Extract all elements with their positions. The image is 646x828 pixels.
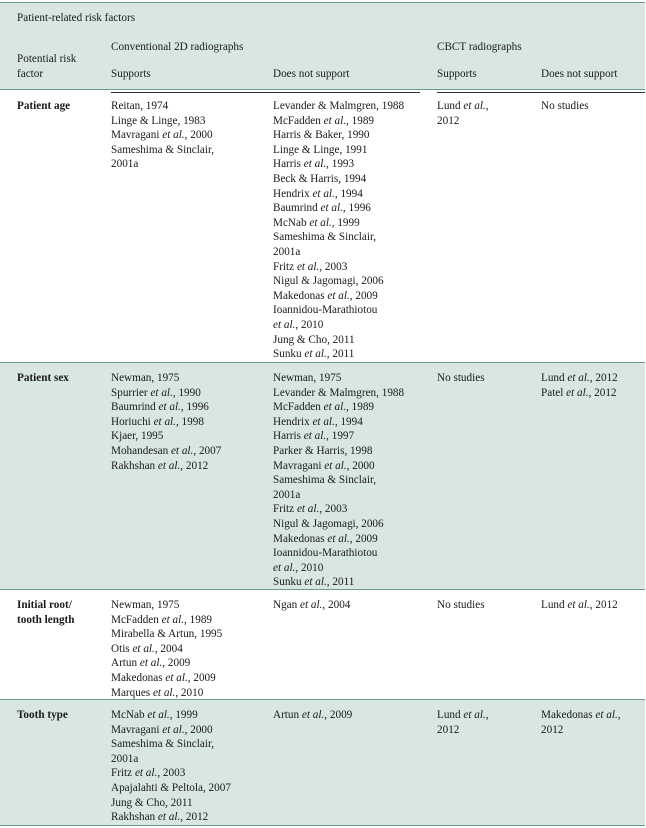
cell-line: Baumrind et al., 1996 [111, 401, 209, 414]
cell-line: Linge & Linge, 1983 [111, 114, 206, 127]
cell-line: Lund et al., 2012 [541, 372, 618, 384]
cell-line: Rakhshan et al., 2012 [111, 811, 209, 824]
cell-line: Fritz et al., 2003 [273, 503, 348, 516]
cell-line: Lund et al., [437, 709, 489, 721]
table-header [0, 33, 645, 90]
cell-not-cbct [541, 598, 618, 613]
cell-line: Fritz et al., 2003 [273, 260, 348, 273]
header-2d-not-support: Does not support [273, 68, 350, 80]
cell-line: Ioannidou-Marathiotou [273, 304, 378, 317]
table-row [0, 589, 645, 699]
header-2d-group: Conventional 2D radiographs [111, 41, 244, 53]
cell-line: Mavragani et al., 2000 [111, 723, 213, 736]
header-cbct-supports: Supports [437, 68, 477, 80]
cell-line: Jung & Cho, 2011 [111, 796, 193, 809]
cell-line: Horiuchi et al., 1998 [111, 415, 204, 428]
cell-line: Harris & Baker, 1990 [273, 129, 370, 142]
cell-line: Nigul & Jagomagi, 2006 [273, 275, 384, 288]
cell-line: et al., 2010 [273, 561, 324, 574]
cell-not-2d [273, 371, 404, 590]
cell-line: Makedonas et al., [541, 709, 621, 721]
cell-line: Spurrier et al., 1990 [111, 386, 201, 399]
header-cbct-group: CBCT radiographs [437, 41, 522, 53]
cell-line: Sameshima & Sinclair, [273, 231, 377, 244]
table-title-band [0, 2, 645, 34]
table-title: Patient-related risk factors [17, 12, 136, 24]
cell-supports-2d [111, 708, 231, 825]
cell-line: McNab et al., 1999 [111, 709, 198, 721]
cell-line: tooth length [17, 613, 75, 626]
cell-line: Hendrix et al., 1994 [273, 415, 363, 428]
cell-line: Artun et al., 2009 [273, 709, 353, 721]
table-bottom-rule [0, 825, 645, 826]
table-row [0, 699, 645, 826]
cell-supports-cbct [437, 708, 489, 737]
cell-supports-2d [111, 598, 222, 700]
cell-line: Ngan et al., 2004 [273, 599, 351, 611]
cell-line: Lund et al., [437, 100, 489, 112]
cell-line: Sameshima & Sinclair, [273, 474, 377, 487]
cell-line: Sunku et al., 2011 [273, 576, 355, 589]
cell-line: Mirabella & Artun, 1995 [111, 628, 223, 641]
cell-line: Lund et al., 2012 [541, 599, 618, 611]
cell-line: Mavragani et al., 2000 [273, 459, 375, 472]
cell-line: Marques et al., 2010 [111, 686, 204, 699]
cell-line: Newman, 1975 [111, 599, 180, 611]
row-divider [0, 699, 645, 700]
cell-line: 2001a [273, 488, 301, 501]
cell-line: Initial root/ [17, 599, 72, 611]
cell-line: No studies [437, 599, 485, 611]
cell-line: 2001a [111, 752, 139, 765]
cell-line: et al., 2010 [273, 318, 324, 331]
cell-factor [17, 598, 75, 627]
cell-line: 2012 [437, 723, 460, 736]
cell-line: Otis et al., 2004 [111, 642, 183, 655]
cell-line: Makedonas et al., 2009 [111, 671, 216, 684]
cell-supports-2d [111, 99, 214, 172]
cell-not-2d [273, 598, 350, 613]
cell-line: No studies [541, 100, 589, 112]
cell-line: Baumrind et al., 1996 [273, 202, 371, 215]
cell-line: Newman, 1975 [273, 372, 342, 384]
header-cbct-not-support: Does not support [541, 68, 618, 80]
cell-line: Linge & Linge, 1991 [273, 143, 368, 156]
cell-supports-cbct [437, 598, 485, 613]
cell-line: Sunku et al., 2011 [273, 348, 355, 361]
cell-line: Harris et al., 1997 [273, 430, 355, 443]
cell-line: McNab et al., 1999 [273, 216, 360, 229]
cell-line: Levander & Malmgren, 1988 [273, 100, 405, 112]
header-factor-line1: Potential risk [17, 53, 77, 65]
cell-line: McFadden et al., 1989 [273, 114, 374, 127]
cell-line: 2012 [541, 723, 564, 736]
cell-line: Sameshima & Sinclair, [111, 143, 215, 156]
cell-not-cbct [541, 99, 589, 114]
cell-line: Artun et al., 2009 [111, 657, 191, 670]
cell-line: Harris et al., 1993 [273, 158, 355, 171]
cell-line: Nigul & Jagomagi, 2006 [273, 517, 384, 530]
cell-line: McFadden et al., 1989 [111, 613, 212, 626]
cell-line: 2012 [437, 114, 460, 127]
cell-line: Patel et al., 2012 [541, 386, 617, 399]
cell-line: McFadden et al., 1989 [273, 401, 374, 414]
table-row [0, 362, 645, 589]
cell-line: Beck & Harris, 1994 [273, 172, 367, 185]
cell-line: No studies [437, 372, 485, 384]
cell-not-2d [273, 99, 404, 362]
table-row [0, 90, 645, 362]
cell-line: Makedonas et al., 2009 [273, 289, 378, 302]
cell-line: Mavragani et al., 2000 [111, 129, 213, 142]
cell-line: Sameshima & Sinclair, [111, 738, 215, 751]
cell-line: Patient age [17, 100, 71, 112]
cell-line: Tooth type [17, 709, 68, 721]
cell-line: Hendrix et al., 1994 [273, 187, 363, 200]
cell-line: Reitan, 1974 [111, 100, 169, 112]
cell-line: Newman, 1975 [111, 372, 180, 384]
cell-line: Apajalahti & Peltola, 2007 [111, 781, 231, 794]
cell-line: Kjaer, 1995 [111, 430, 164, 443]
cell-line: Fritz et al., 2003 [111, 767, 186, 780]
cell-line: Rakhshan et al., 2012 [111, 459, 209, 472]
cell-factor [17, 708, 68, 723]
cell-line: Mohandesan et al., 2007 [111, 444, 222, 457]
header-2d-supports: Supports [111, 68, 151, 80]
cell-not-2d [273, 708, 352, 723]
header-factor-line2: factor [17, 68, 44, 80]
cell-line: Makedonas et al., 2009 [273, 532, 378, 545]
cell-supports-cbct [437, 99, 489, 128]
cell-line: 2001a [273, 245, 301, 258]
row-divider [0, 362, 645, 363]
cell-factor [17, 371, 69, 386]
cell-supports-cbct [437, 371, 485, 386]
cell-factor [17, 99, 70, 114]
cell-not-cbct [541, 371, 618, 400]
cell-line: Parker & Harris, 1998 [273, 444, 373, 457]
cell-line: Ioannidou-Marathiotou [273, 547, 378, 560]
cell-not-cbct [541, 708, 621, 737]
cell-line: 2001a [111, 158, 139, 171]
cell-line: Levander & Malmgren, 1988 [273, 386, 405, 399]
cell-line: Jung & Cho, 2011 [273, 333, 355, 346]
cell-supports-2d [111, 371, 221, 473]
cell-line: Patient sex [17, 372, 69, 384]
row-divider [0, 589, 645, 590]
